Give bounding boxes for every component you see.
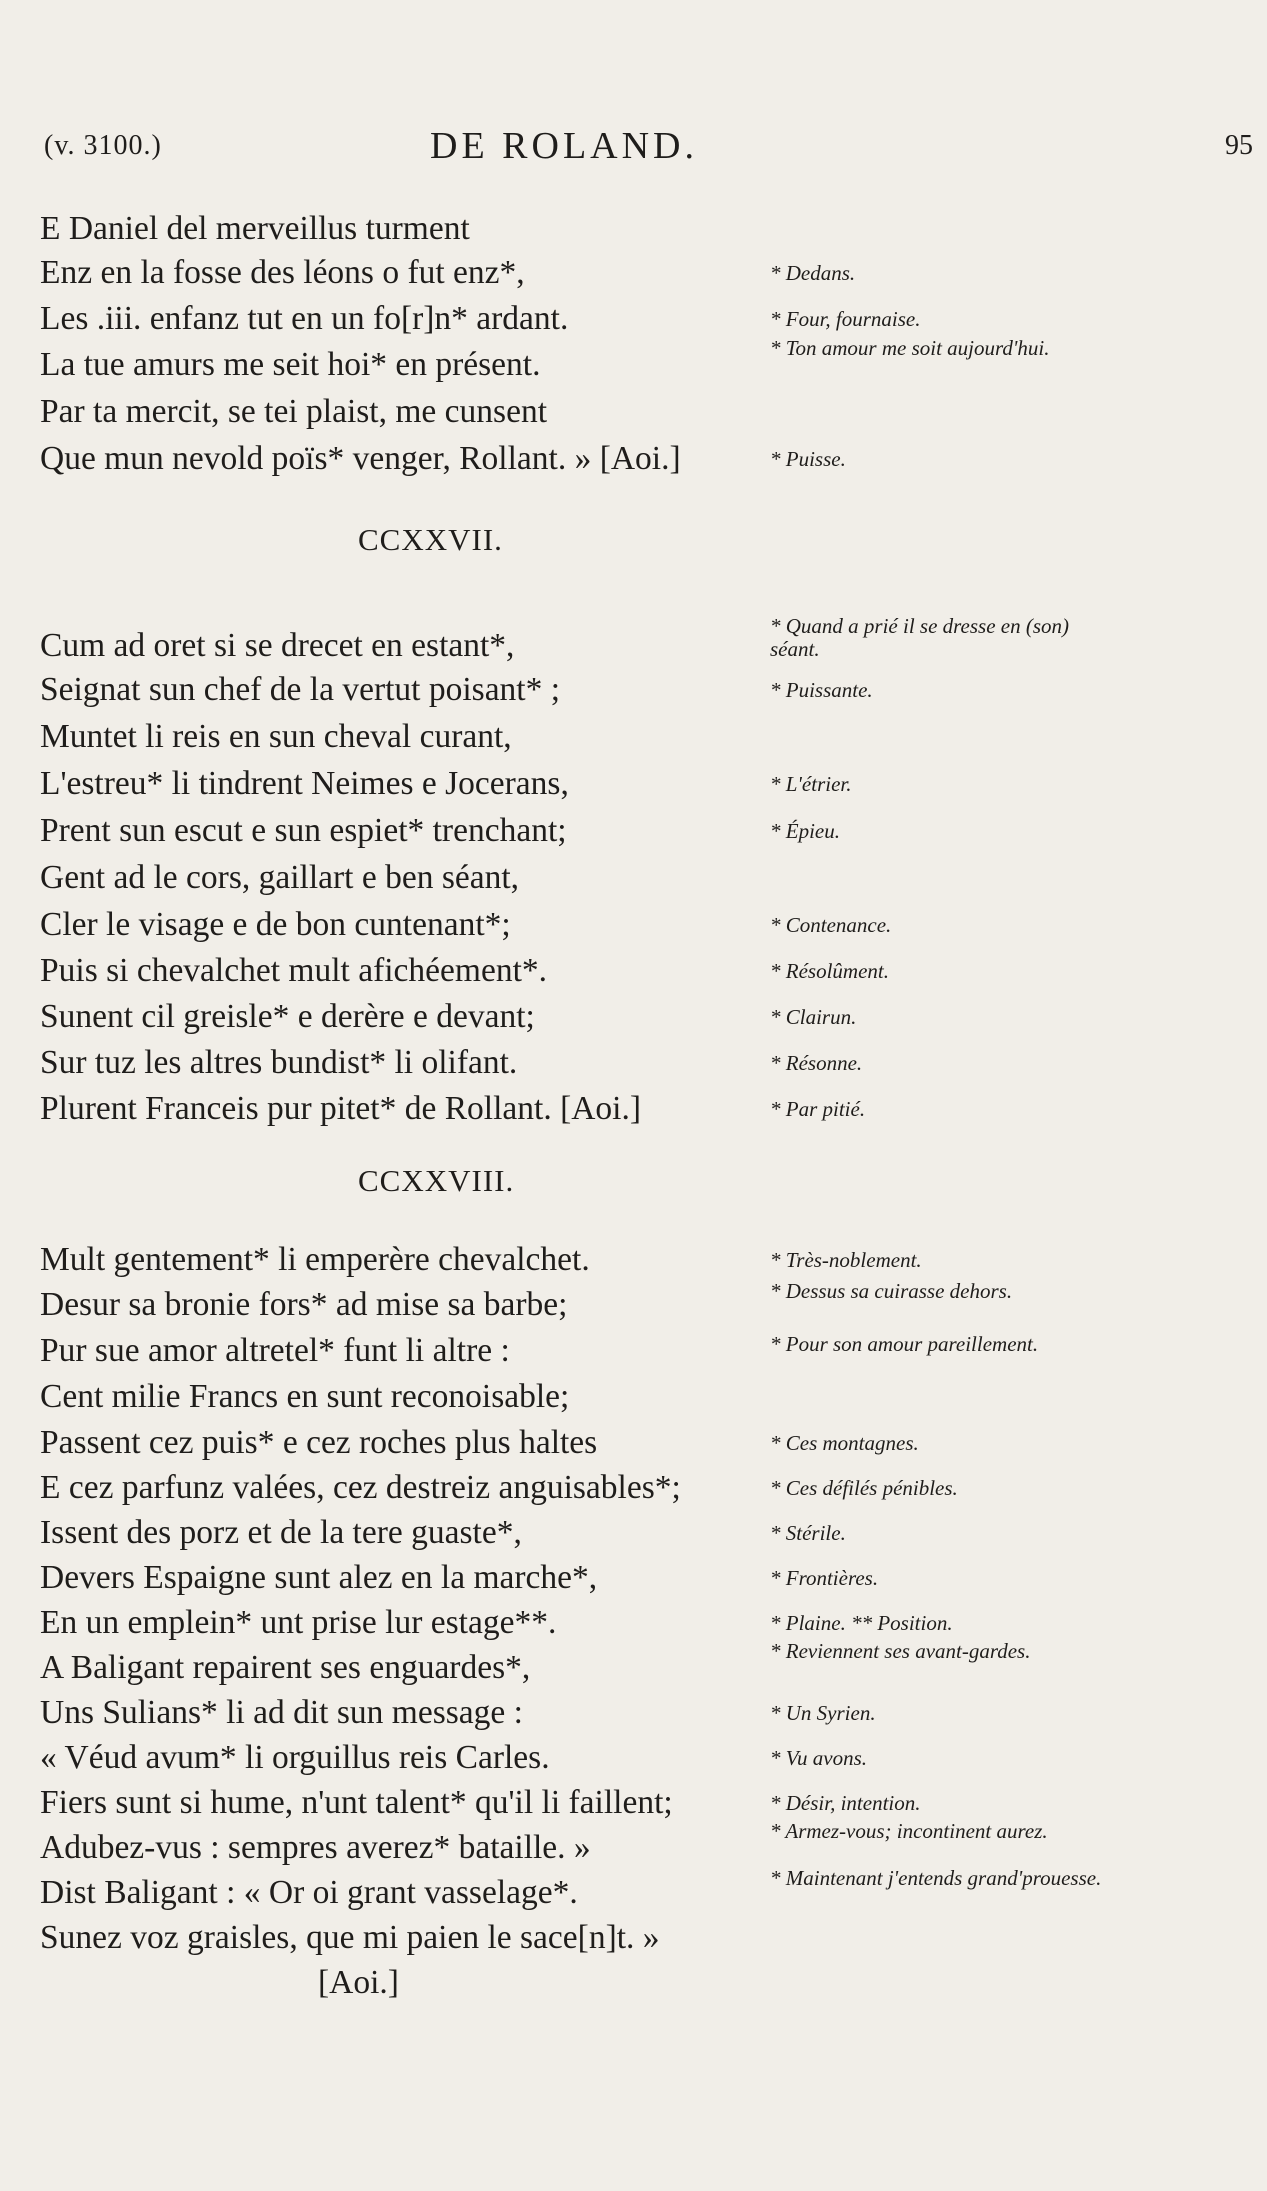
verse-line: Prent sun escut e sun espiet* trenchant; — [40, 812, 567, 849]
gloss-note: * Stérile. — [770, 1521, 846, 1545]
verse-line: Les .iii. enfanz tut en un fo[r]n* ardant. — [40, 300, 569, 337]
page-number: 95 — [1225, 130, 1253, 161]
verse-line: Que mun nevold poïs* venger, Rollant. » [Aoi.] — [40, 440, 681, 477]
running-title: DE ROLAND. — [430, 125, 698, 167]
verse-line: Desur sa bronie fors* ad mise sa barbe; — [40, 1286, 568, 1323]
gloss-note: * Reviennent ses avant-gardes. — [770, 1639, 1031, 1663]
verse-line: E cez parfunz valées, cez destreiz anguisables*; — [40, 1469, 681, 1506]
verse-line: En un emplein* unt prise lur estage**. — [40, 1604, 557, 1641]
verse-line: Issent des porz et de la tere guaste*, — [40, 1514, 522, 1551]
verse-line: E Daniel del merveillus turment — [40, 210, 470, 247]
verse-line: Sunez voz graisles, que mi paien le sace[n]t. » — [40, 1919, 660, 1956]
gloss-note: * Puisse. — [770, 447, 846, 471]
verse-line: [Aoi.] — [318, 1964, 399, 2001]
verse-line: Muntet li reis en sun cheval curant, — [40, 718, 512, 755]
gloss-note: * Armez-vous; incontinent aurez. — [770, 1819, 1048, 1843]
verse-line: Adubez-vus : sempres averez* bataille. » — [40, 1829, 591, 1866]
verse-line: Fiers sunt si hume, n'unt talent* qu'il li faillent; — [40, 1784, 673, 1821]
gloss-note: * Ces montagnes. — [770, 1431, 919, 1455]
gloss-note: * Maintenant j'entends grand'prouesse. — [770, 1866, 1102, 1890]
gloss-note: * Résonne. — [770, 1051, 863, 1075]
verse-line: Pur sue amor altretel* funt li altre : — [40, 1332, 510, 1369]
verse-range: (v. 3100.) — [44, 130, 162, 161]
gloss-note: * Contenance. — [770, 913, 892, 937]
laisse-heading: CCXXVII. — [358, 522, 503, 557]
verse-line: Enz en la fosse des léons o fut enz*, — [40, 254, 525, 291]
laisse-heading: CCXXVIII. — [358, 1163, 515, 1198]
gloss-note: * L'étrier. — [770, 772, 852, 796]
gloss-note: * Par pitié. — [770, 1097, 866, 1121]
verse-line: Seignat sun chef de la vertut poisant* ; — [40, 671, 561, 708]
gloss-note: * Quand a prié il se dresse en (son) séant. — [770, 614, 1070, 661]
gloss-note: * Plaine. ** Position. — [770, 1611, 953, 1635]
verse-line: Cent milie Francs en sunt reconoisable; — [40, 1378, 570, 1415]
verse-line: L'estreu* li tindrent Neimes e Jocerans, — [40, 765, 569, 802]
verse-line: Cler le visage e de bon cuntenant*; — [40, 906, 511, 943]
gloss-note: * Dedans. — [770, 261, 856, 285]
gloss-note: * Résolûment. — [770, 959, 889, 983]
verse-line: Plurent Franceis pur pitet* de Rollant. [Aoi.] — [40, 1090, 642, 1127]
verse-line: Devers Espaigne sunt alez en la marche*, — [40, 1559, 598, 1596]
verse-line: La tue amurs me seit hoi* en présent. — [40, 346, 541, 383]
gloss-note: * Frontières. — [770, 1566, 879, 1590]
verse-line: Uns Sulians* li ad dit sun message : — [40, 1694, 523, 1731]
gloss-note: * Ton amour me soit aujourd'hui. — [770, 336, 1050, 360]
gloss-note: * Four, fournaise. — [770, 307, 921, 331]
gloss-note: * Dessus sa cuirasse dehors. — [770, 1279, 1013, 1303]
gloss-note: * Un Syrien. — [770, 1701, 876, 1725]
gloss-note: * Pour son amour pareillement. — [770, 1332, 1039, 1356]
gloss-note: * Clairun. — [770, 1005, 857, 1029]
gloss-note: * Vu avons. — [770, 1746, 868, 1770]
verse-line: Puis si chevalchet mult afichéement*. — [40, 952, 547, 989]
gloss-note: * Désir, intention. — [770, 1791, 921, 1815]
verse-line: « Véud avum* li orguillus reis Carles. — [40, 1739, 550, 1776]
verse-line: A Baligant repairent ses enguardes*, — [40, 1649, 531, 1686]
verse-line: Mult gentement* li emperère chevalchet. — [40, 1241, 590, 1278]
verse-line: Sunent cil greisle* e derère e devant; — [40, 998, 535, 1035]
verse-line: Dist Baligant : « Or oi grant vasselage*. — [40, 1874, 578, 1911]
gloss-note: * Très-noblement. — [770, 1248, 922, 1272]
running-header — [0, 125, 1267, 178]
verse-line: Gent ad le cors, gaillart e ben séant, — [40, 859, 520, 896]
gloss-note: * Épieu. — [770, 819, 840, 843]
verse-line: Par ta mercit, se tei plaist, me cunsent — [40, 393, 547, 430]
gloss-note: * Ces défilés pénibles. — [770, 1476, 958, 1500]
verse-line: Passent cez puis* e cez roches plus haltes — [40, 1424, 598, 1461]
verse-line: Sur tuz les altres bundist* li olifant. — [40, 1044, 518, 1081]
gloss-note: * Puissante. — [770, 678, 873, 702]
verse-line: Cum ad oret si se drecet en estant*, — [40, 627, 515, 664]
